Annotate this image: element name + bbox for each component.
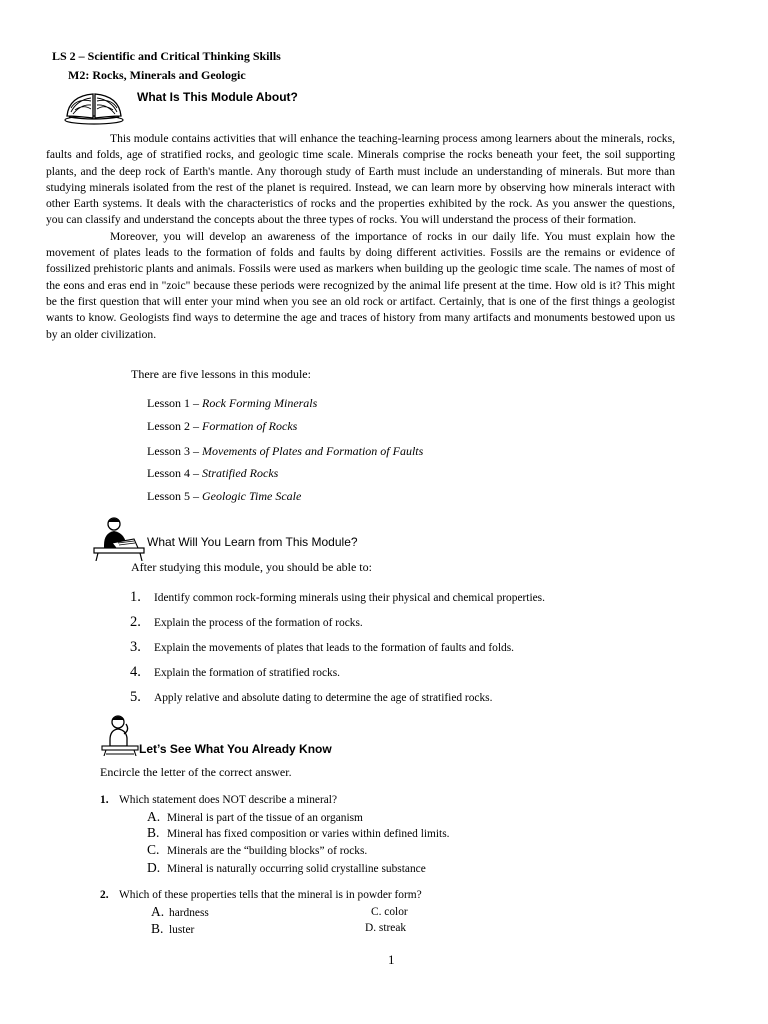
lesson-title: Stratified Rocks [202,466,279,480]
question-1 [100,794,337,806]
objective-item [130,589,545,606]
choice-letter: A. [147,809,161,824]
question-text: Which statement does NOT describe a mineral? [119,794,338,806]
lesson-prefix: Lesson 3 – [147,444,202,458]
choice-letter: B. [151,921,164,936]
module-title: M2: Rocks, Minerals and Geologic [68,68,246,82]
choice-text: Mineral has fixed composition or varies within defined limits. [167,828,450,840]
lesson-item [147,444,423,459]
choice-item [365,922,406,934]
section-title-about: What Is This Module About? [137,90,298,104]
section-title-know: Let’s See What You Already Know [139,742,332,756]
choice-item [147,809,363,825]
lesson-item [147,419,297,434]
choice-letter: B. [147,825,160,840]
question-2 [100,889,422,901]
choice-text: Minerals are the “building blocks” of rocks. [167,845,368,857]
choice-item [151,921,194,937]
about-paragraph-1: This module contains activities that will enhance the teaching-learning process among learners about the minerals, rocks, faults and folds, age of stratified rocks, and geologic time scale. Minerals comprise the rocks beneath your feet, the soil supporting plants, and the deep rock of Earth's mantle. Any thorough study of Earth must include an understanding of minerals. But more than studying minerals isolated from the rest of the planet is required. Instead, we can learn more by observing how minerals interact with other Earth systems. It deals with the characteristics of rocks and the properties exhibited by the rock. As you answer the questions, you can classify and understand the concepts about the three types of rocks. You will understand the process of their formation. [46,132,675,227]
choice-letter: C. [147,842,160,857]
choice-item [151,904,209,920]
thinking-person-icon [100,714,140,756]
choice-item [147,825,450,841]
lesson-item [147,396,317,411]
objective-item [130,614,363,631]
choice-letter: A. [151,904,165,919]
choice-text: C. color [371,906,408,918]
lesson-item [147,489,301,504]
objective-number: 4. [130,664,141,680]
objective-text: Apply relative and absolute dating to determine the age of stratified rocks. [154,692,493,704]
objective-item [130,689,492,706]
learn-intro: After studying this module, you should be able to: [131,560,372,574]
page-number: 1 [388,952,395,967]
objective-number: 5. [130,689,141,705]
choice-text: Mineral is part of the tissue of an organism [167,812,363,824]
about-paragraph-2: Moreover, you will develop an awareness of the importance of rocks in our daily life. You must explain how the movement of plates leads to the formation of folds and faults by doing different activities. Fossils are the remains or evidence of fossilized prehistoric plants and animals. Fossils were used as markers when building up the geologic time scale. The names of most of the eons and eras end in "zoic" because these periods were recognized by the animal life present at the time. How old is it? This might be the first question that will enter your mind when you see an old rock or artifact. Certainly, that is one of the first things a geologist wants to know. Geologists find ways to determine the age and traces of history from many artifacts and monuments bestowed upon us by an older civilization. [46,229,675,341]
about-body [46,131,675,343]
objective-text: Explain the formation of stratified rocks. [154,667,340,679]
objective-item [130,639,514,656]
lesson-prefix: Lesson 4 – [147,466,202,480]
question-number: 1. [100,794,109,806]
objective-item [130,664,340,681]
choice-text: D. streak [365,922,407,934]
choice-text: hardness [169,907,209,919]
choice-item [147,860,426,876]
section-title-learn: What Will You Learn from This Module? [147,535,358,549]
question-number: 2. [100,889,109,901]
choice-text: Mineral is naturally occurring solid crystalline substance [167,863,426,875]
objective-number: 1. [130,589,141,605]
objective-number: 3. [130,639,141,655]
lesson-title: Rock Forming Minerals [202,396,318,410]
choice-text: luster [169,924,195,936]
choice-item [371,906,408,918]
objective-text: Explain the movements of plates that leads to the formation of faults and folds. [154,642,514,654]
objective-number: 2. [130,614,141,630]
lesson-title: Formation of Rocks [202,419,298,433]
lesson-item [147,466,278,481]
lesson-title: Geologic Time Scale [202,489,302,503]
choice-item [147,842,367,858]
course-title: LS 2 – Scientific and Critical Thinking Skills [52,49,281,63]
question-text: Which of these properties tells that the mineral is in powder form? [119,889,422,901]
open-book-icon [63,86,125,126]
studying-person-icon [90,515,148,561]
lesson-prefix: Lesson 1 – [147,396,202,410]
lessons-intro: There are five lessons in this module: [131,367,311,381]
quiz-instruction: Encircle the letter of the correct answer. [100,765,292,779]
choice-letter: D. [147,860,161,875]
lesson-prefix: Lesson 2 – [147,419,202,433]
objective-text: Identify common rock-forming minerals using their physical and chemical properties. [154,592,545,604]
lesson-title: Movements of Plates and Formation of Faults [202,444,424,458]
lesson-prefix: Lesson 5 – [147,489,202,503]
objective-text: Explain the process of the formation of rocks. [154,617,363,629]
